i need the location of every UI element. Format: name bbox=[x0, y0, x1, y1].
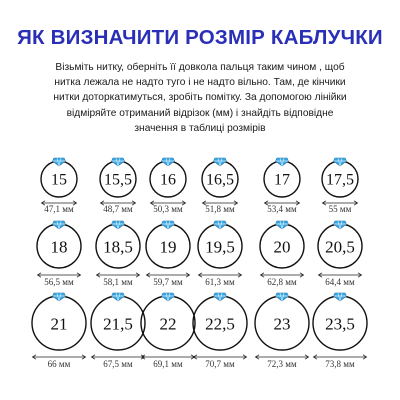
ring-size-item bbox=[32, 293, 86, 369]
ring-mm-label: 47,1 мм bbox=[44, 204, 74, 214]
ring-size-item bbox=[41, 158, 77, 214]
ring-mm-label: 67,5 мм bbox=[103, 359, 133, 369]
ring-size-label: 19 bbox=[159, 237, 177, 257]
gem-icon bbox=[276, 158, 289, 166]
ring-size-label: 19,5 bbox=[205, 237, 235, 257]
gem-icon bbox=[112, 158, 125, 166]
ring-size-item bbox=[318, 221, 362, 287]
ring-size-item bbox=[91, 293, 145, 369]
ring-size-label: 23 bbox=[273, 314, 291, 334]
ring-mm-label: 69,1 мм bbox=[153, 359, 183, 369]
instruction-line: нитка лежала не надто туго і не надто вільно. Там, де кінчики bbox=[54, 77, 346, 89]
ring-size-item bbox=[264, 158, 300, 214]
page-title: ЯК ВИЗНАЧИТИ РОЗМІР КАБЛУЧКИ bbox=[17, 26, 383, 49]
ring-mm-label: 59,7 мм bbox=[153, 277, 183, 287]
ring-size-item bbox=[141, 293, 195, 369]
ring-size-label: 17 bbox=[274, 171, 290, 189]
ring-mm-label: 73,8 мм bbox=[325, 359, 355, 369]
gem-icon bbox=[162, 293, 175, 301]
ring-mm-label: 56,5 мм bbox=[44, 277, 74, 287]
ring-size-label: 22 bbox=[159, 314, 177, 334]
ring-mm-label: 72,3 мм bbox=[267, 359, 297, 369]
gem-icon bbox=[214, 158, 227, 166]
ring-size-label: 15,5 bbox=[104, 171, 132, 189]
ring-mm-label: 51,8 мм bbox=[205, 204, 235, 214]
ring-size-label: 16 bbox=[160, 171, 176, 189]
ring-size-item bbox=[96, 221, 140, 287]
ring-mm-label: 66 мм bbox=[47, 359, 71, 369]
ring-size-label: 18,5 bbox=[103, 237, 133, 257]
ring-size-item bbox=[202, 158, 238, 214]
gem-icon bbox=[214, 221, 227, 229]
ring-size-item bbox=[146, 221, 190, 287]
instruction-line: нитки доторкатимуться, зробіть помітку. За допомогою лінійки bbox=[53, 92, 347, 104]
ring-size-item bbox=[198, 221, 242, 287]
ring-size-item bbox=[322, 158, 358, 214]
ring-mm-label: 48,7 мм bbox=[103, 204, 133, 214]
ring-mm-label: 50,3 мм bbox=[153, 204, 183, 214]
ring-mm-label: 70,7 мм bbox=[205, 359, 235, 369]
gem-icon bbox=[112, 293, 125, 301]
ring-size-item bbox=[193, 293, 247, 369]
ring-size-label: 17,5 bbox=[326, 171, 354, 189]
ring-mm-label: 55 мм bbox=[328, 204, 352, 214]
gem-icon bbox=[334, 221, 347, 229]
ring-size-label: 18 bbox=[50, 237, 68, 257]
ring-mm-label: 53,4 мм bbox=[267, 204, 297, 214]
gem-icon bbox=[112, 221, 125, 229]
ring-size-item bbox=[255, 293, 309, 369]
ring-mm-label: 62,8 мм bbox=[267, 277, 297, 287]
ring-size-label: 23,5 bbox=[325, 314, 355, 334]
gem-icon bbox=[276, 293, 289, 301]
gem-icon bbox=[276, 221, 289, 229]
ring-size-label: 20 bbox=[273, 237, 291, 257]
ring-size-item bbox=[313, 293, 367, 369]
ring-size-item bbox=[260, 221, 304, 287]
gem-icon bbox=[162, 158, 175, 166]
gem-icon bbox=[53, 158, 66, 166]
gem-icon bbox=[162, 221, 175, 229]
ring-mm-label: 64,4 мм bbox=[325, 277, 355, 287]
ring-size-item bbox=[37, 221, 81, 287]
gem-icon bbox=[53, 293, 66, 301]
gem-icon bbox=[334, 158, 347, 166]
ring-mm-label: 61,3 мм bbox=[205, 277, 235, 287]
ring-size-label: 21,5 bbox=[103, 314, 133, 334]
gem-icon bbox=[334, 293, 347, 301]
gem-icon bbox=[214, 293, 227, 301]
ring-size-item bbox=[150, 158, 186, 214]
instruction-line: значення в таблиці розмірів bbox=[134, 122, 266, 134]
ring-size-label: 21 bbox=[50, 314, 68, 334]
gem-icon bbox=[53, 221, 66, 229]
ring-size-label: 20,5 bbox=[325, 237, 355, 257]
ring-mm-label: 58,1 мм bbox=[103, 277, 133, 287]
instruction-line: Візьміть нитку, оберніть її довкола пальця таким чином , щоб bbox=[55, 62, 345, 73]
ring-size-item bbox=[100, 158, 136, 214]
ring-size-label: 15 bbox=[51, 171, 67, 189]
ring-size-label: 16,5 bbox=[206, 171, 234, 189]
ring-size-label: 22,5 bbox=[205, 314, 235, 334]
instruction-line: відміряйте отриманий відрізок (мм) і знайдіть відповідне bbox=[66, 107, 334, 119]
